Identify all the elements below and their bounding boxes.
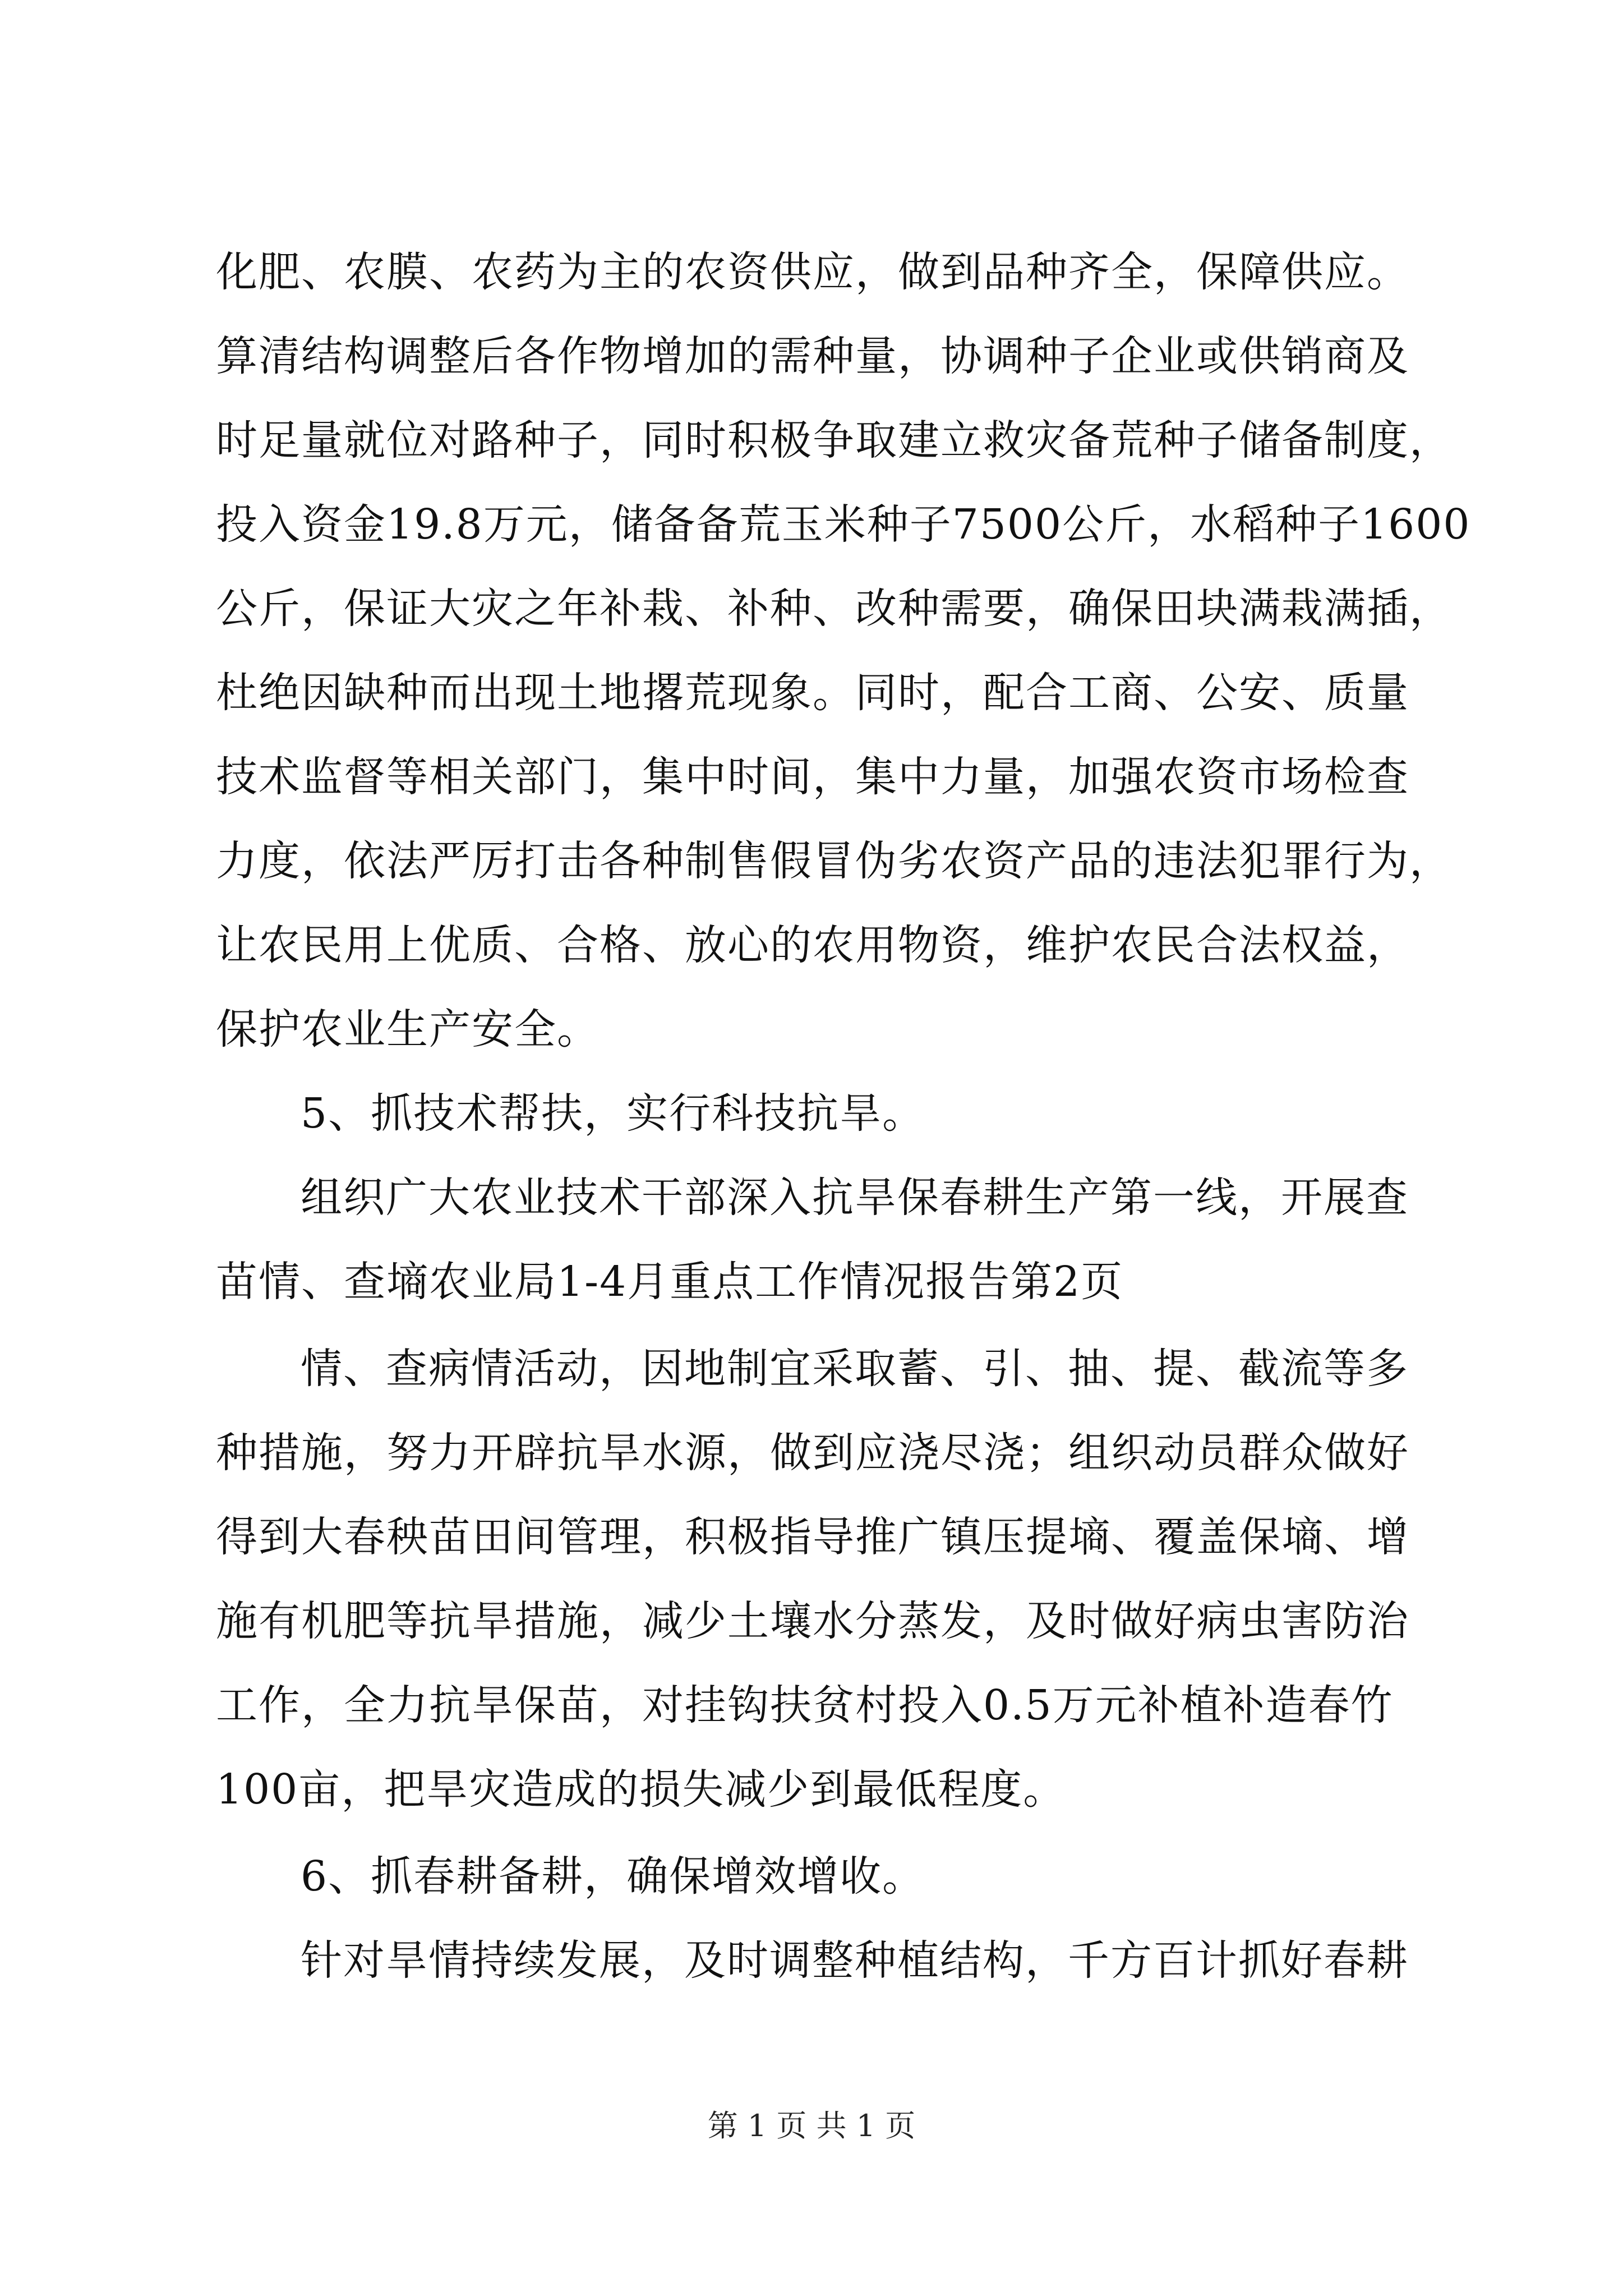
text-line-19: 100亩，把旱灾造成的损失减少到最低程度。 [216, 1765, 1066, 1814]
text-line-13: 苗情、查墒农业局1-4月重点工作情况报告第2页 [216, 1258, 1124, 1306]
text-line-15: 种措施，努力开辟抗旱水源，做到应浇尽浇；组织动员群众做好 [216, 1429, 1409, 1477]
text-line-17: 施有机肥等抗旱措施，减少土壤水分蒸发，及时做好病虫害防治 [216, 1597, 1409, 1645]
text-line-1: 化肥、农膜、农药为主的农资供应，做到品种齐全，保障供应。 [216, 248, 1409, 296]
text-line-7: 技术监督等相关部门，集中时间，集中力量，加强农资市场检查 [216, 753, 1409, 801]
text-line-21: 针对旱情持续发展，及时调整种植结构，千方百计抓好春耕 [301, 1936, 1409, 1985]
text-line-3: 时足量就位对路种子，同时积极争取建立救灾备荒种子储备制度， [216, 416, 1452, 464]
section-heading-5: 5、抓技术帮扶，实行科技抗旱。 [301, 1089, 925, 1138]
text-line-2: 算清结构调整后各作物增加的需种量，协调种子企业或供销商及 [216, 332, 1409, 380]
text-line-5: 公斤，保证大灾之年补栽、补种、改种需要，确保田块满栽满插， [216, 585, 1452, 633]
text-line-12: 组织广大农业技术干部深入抗旱保春耕生产第一线，开展查 [301, 1174, 1409, 1222]
text-line-6: 杜绝因缺种而出现土地撂荒现象。同时，配合工商、公安、质量 [216, 669, 1409, 717]
text-line-16: 得到大春秧苗田间管理，积极指导推广镇压提墒、覆盖保墒、增 [216, 1513, 1409, 1561]
text-line-14: 情、查病情活动，因地制宜采取蓄、引、抽、提、截流等多 [301, 1345, 1409, 1393]
page-number-footer: 第 1 页 共 1 页 [707, 2108, 916, 2143]
text-line-9: 让农民用上优质、合格、放心的农用物资，维护农民合法权益， [216, 921, 1409, 969]
text-line-18: 工作，全力抗旱保苗，对挂钩扶贫村投入0.5万元补植补造春竹 [216, 1681, 1394, 1729]
text-line-8: 力度，依法严厉打击各种制售假冒伪劣农资产品的违法犯罪行为， [216, 837, 1452, 885]
section-heading-6: 6、抓春耕备耕，确保增效增收。 [301, 1852, 925, 1901]
text-line-4: 投入资金19.8万元，储备备荒玉米种子7500公斤，水稻种子1600 [216, 500, 1471, 549]
text-line-10: 保护农业生产安全。 [216, 1005, 600, 1053]
